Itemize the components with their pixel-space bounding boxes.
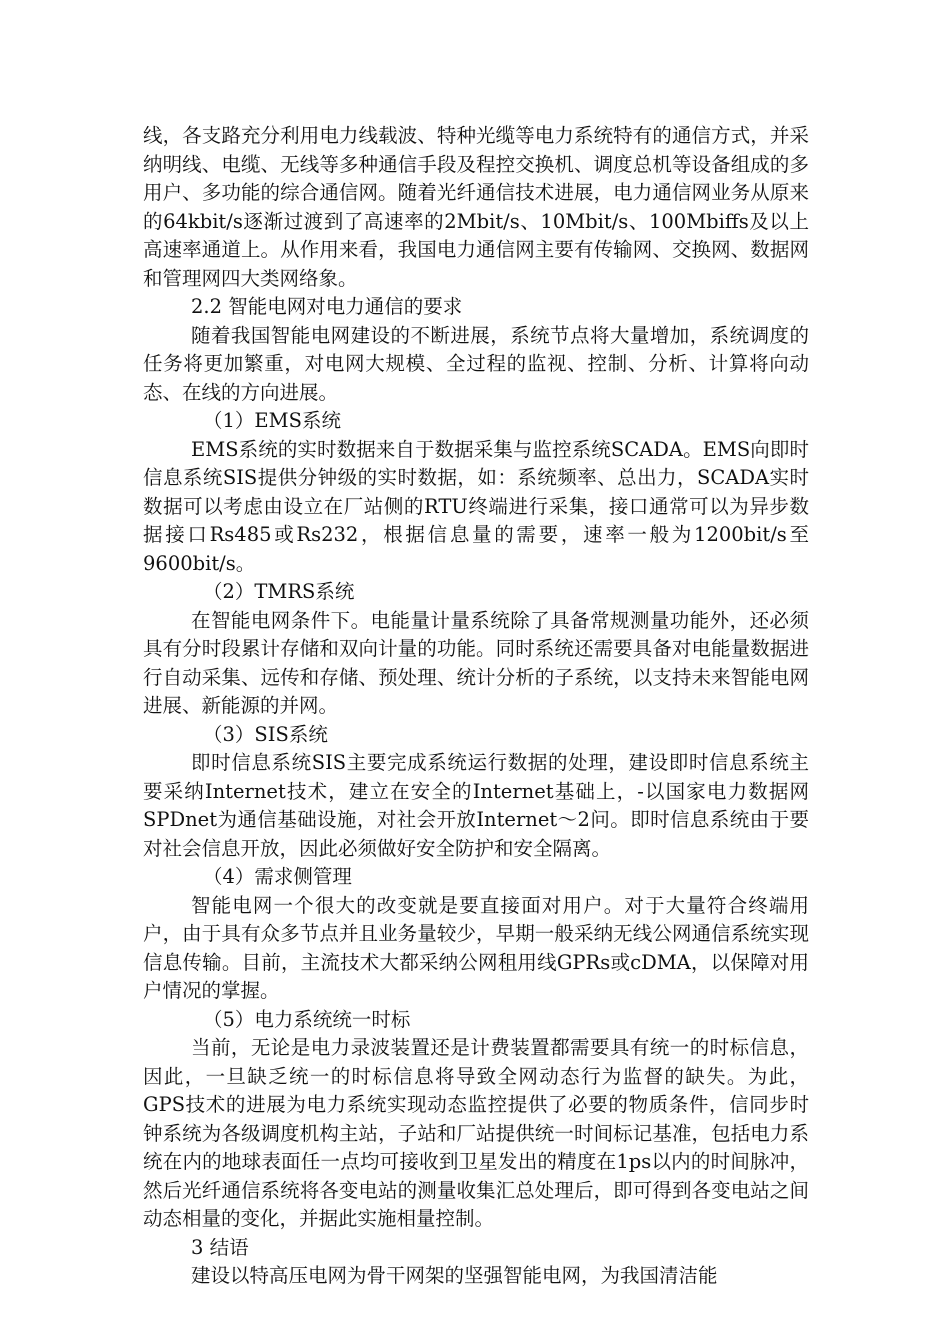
subheading-ems: （1）EMS系统 xyxy=(203,409,341,432)
paragraph: EMS系统的实时数据来自于数据采集与监控系统SCADA。EMS向即时信息系统SIS提供分钟级的实时数据，如：系统频率、总出力，SCADA实时数据可以考虑由设立在厂站侧的RTU终端进行采集，接口通常可以为异步数据接口Rs485或Rs232，根据信息量的需要，速率一般为1200bit/s至9600bit/s。 xyxy=(143,437,809,575)
section-heading-3: 3 结语 xyxy=(191,1235,249,1259)
paragraph: 智能电网一个很大的改变就是要直接面对用户。对于大量符合终端用户，由于具有众多节点并且业务量较少，早期一般采纳无线公网通信系统实现信息传输。目前，主流技术大都采纳公网租用线GPRs或cDMA，以保障对用户情况的掌握。 xyxy=(143,893,809,1002)
paragraph: 在智能电网条件下。电能量计量系统除了具备常规测量功能外，还必须具有分时段累计存储和双向计量的功能。同时系统还需要具备对电能量数据进行自动采集、远传和存储、预处理、统计分析的子系统，以支持未来智能电网进展、新能源的并网。 xyxy=(143,608,809,717)
subheading-time-standard: （5）电力系统统一时标 xyxy=(203,1007,411,1031)
document-page xyxy=(143,122,809,1291)
paragraph: 随着我国智能电网建设的不断进展，系统节点将大量增加，系统调度的任务将更加繁重，对电网大规模、全过程的监视、控制、分析、计算将向动态、在线的方向进展。 xyxy=(143,323,809,404)
paragraph: 当前，无论是电力录波装置还是计费装置都需要具有统一的时标信息，因此，一旦缺乏统一的时标信息将导致全网动态行为监督的缺失。为此，GPS技术的进展为电力系统实现动态监控提供了必要的物质条件，信同步时钟系统为各级调度机构主站，子站和厂站提供统一时间标记基准，包括电力系统在内的地球表面任一点均可接收到卫星发出的精度在1ps以内的时间脉冲，然后光纤通信系统将各变电站的测量收集汇总处理后，即可得到各变电站之间动态相量的变化，并据此实施相量控制。 xyxy=(143,1036,809,1230)
subheading-tmrs: （2）TMRS系统 xyxy=(203,580,355,603)
section-heading-2-2: 2.2 智能电网对电力通信的要求 xyxy=(191,295,463,318)
paragraph-continuation: 线，各支路充分利用电力线载波、特种光缆等电力系统特有的通信方式，并采纳明线、电缆、无线等多种通信手段及程控交换机、调度总机等设备组成的多用户、多功能的综合通信网。随着光纤通信技术进展，电力通信网业务从原来的64kbit/s逐渐过渡到了高速率的2Mbit/s、10Mbit/s、100Mbiffs及以上高速率通道上。从作用来看，我国电力通信网主要有传输网、交换网、数据网和管理网四大类网络象。 xyxy=(143,124,809,290)
subheading-sis: （3）SIS系统 xyxy=(203,722,328,746)
paragraph: 即时信息系统SIS主要完成系统运行数据的处理，建设即时信息系统主要采纳Internet技术，建立在安全的Internet基础上，-以国家电力数据网SPDnet为通信基础设施，对社会开放Internet～2问。即时信息系统由于要对社会信息开放，因此必须做好安全防护和安全隔离。 xyxy=(143,751,809,860)
paragraph-conclusion: 建设以特高压电网为骨干网架的坚强智能电网，为我国清洁能 xyxy=(191,1264,718,1287)
subheading-demand-side: （4）需求侧管理 xyxy=(203,865,352,888)
